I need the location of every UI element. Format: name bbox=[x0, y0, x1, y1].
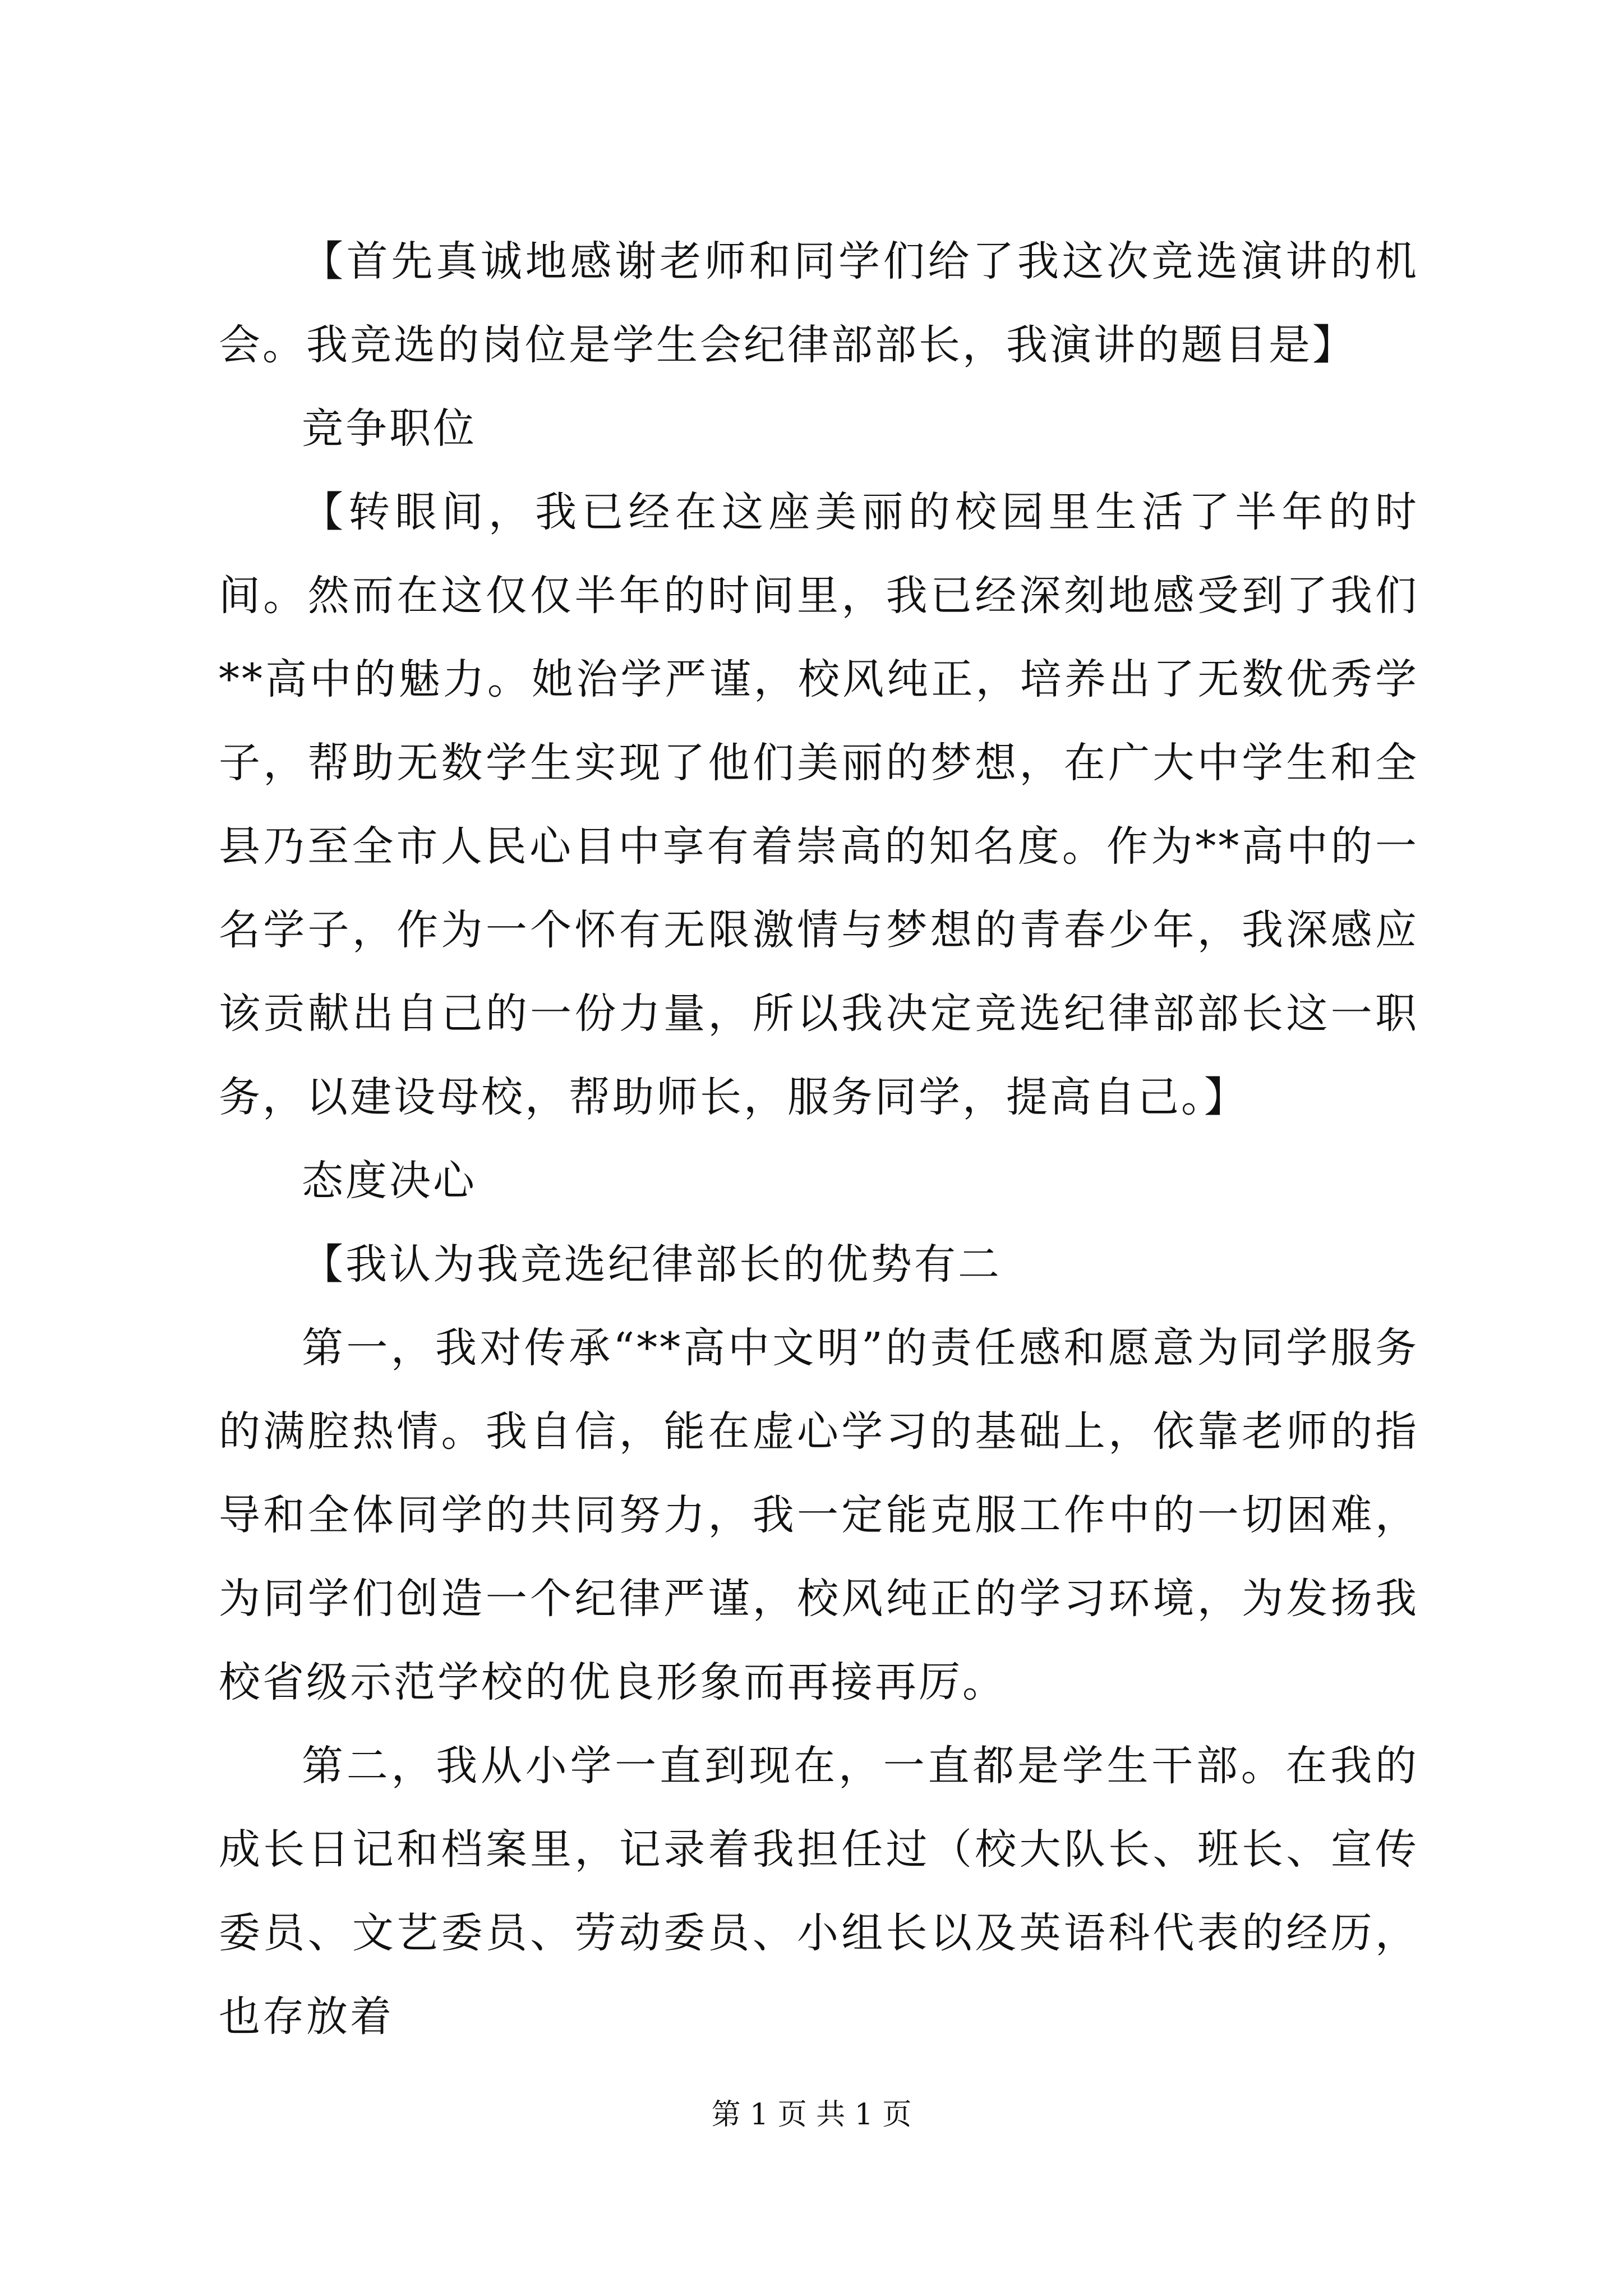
document-body bbox=[219, 220, 1419, 2059]
paragraph-position: 【转眼间，我已经在这座美丽的校园里生活了半年的时间。然而在这仅仅半年的时间里，我已经深刻地感受到了我们**高中的魅力。她治学严谨，校风纯正，培养出了无数优秀学子，帮助无数学生实现了他们美丽的梦想，在广大中学生和全县乃至全市人民心目中享有着崇高的知名度。作为**高中的一名学子，作为一个怀有无限激情与梦想的青春少年，我深感应该贡献出自己的一份力量，所以我决定竞选纪律部部长这一职务，以建设母校，帮助师长，服务同学，提高自己。】 bbox=[219, 488, 1419, 1121]
paragraph-first: 第一，我对传承“**高中文明”的责任感和愿意为同学服务的满腔热情。我自信，能在虚心学习的基础上，依靠老师的指导和全体同学的共同努力，我一定能克服工作中的一切困难，为同学们创造一个纪律严谨，校风纯正的学习环境，为发扬我校省级示范学校的优良形象而再接再厉。 bbox=[219, 1324, 1419, 1706]
heading-attitude: 态度决心 bbox=[302, 1157, 477, 1205]
paragraph-intro: 【首先真诚地感谢老师和同学们给了我这次竞选演讲的机会。我竞选的岗位是学生会纪律部部长，我演讲的题目是】 bbox=[219, 237, 1419, 369]
heading-position: 竞争职位 bbox=[302, 404, 477, 453]
paragraph-second: 第二，我从小学一直到现在，一直都是学生干部。在我的成长日记和档案里，记录着我担任过（校大队长、班长、宣传委员、文艺委员、劳动委员、小组长以及英语科代表的经历，也存放着 bbox=[219, 1742, 1419, 2041]
paragraph-advantages: 【我认为我竞选纪律部长的优势有二 bbox=[302, 1240, 1002, 1289]
page-footer: 第 1 页 共 1 页 bbox=[711, 2098, 912, 2132]
